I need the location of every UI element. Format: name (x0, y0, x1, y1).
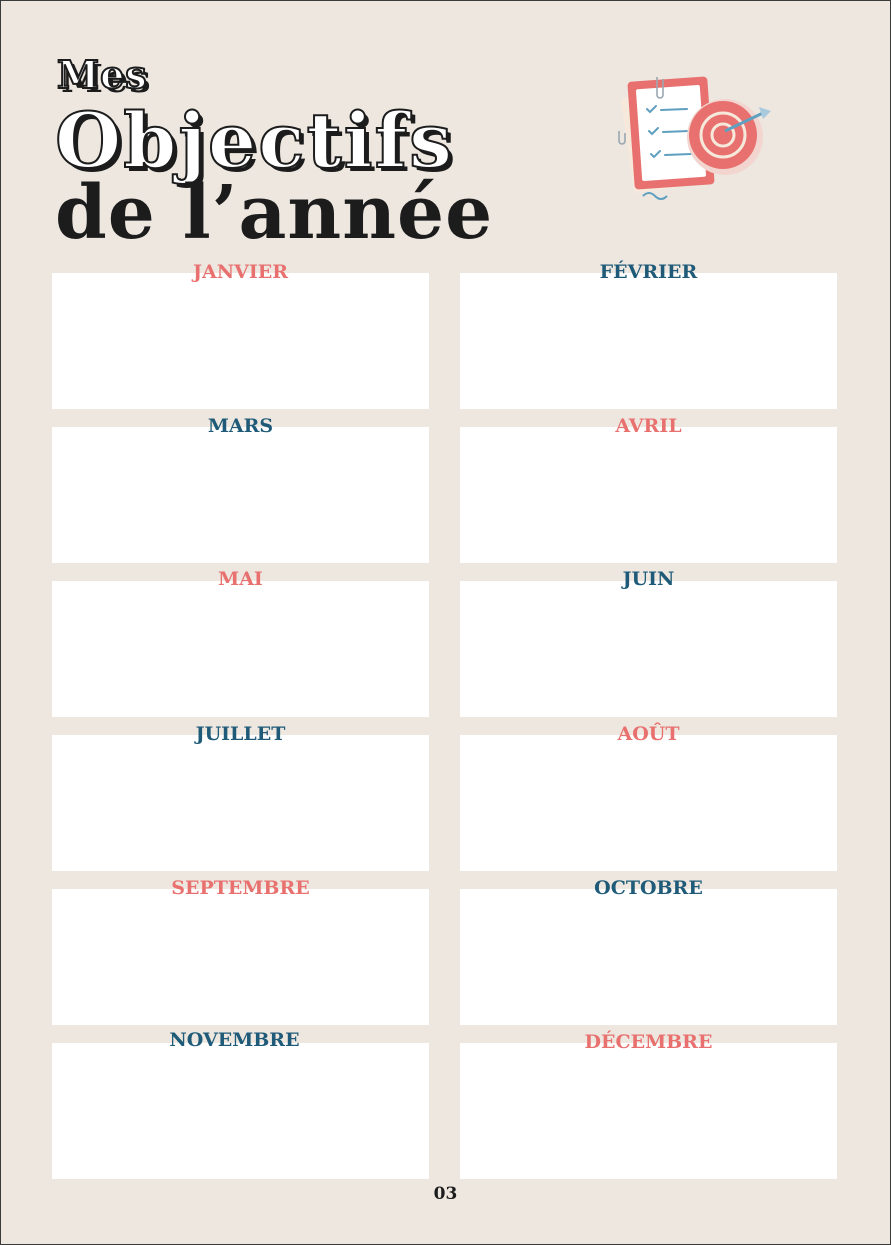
month-box-aout[interactable] (460, 735, 837, 871)
month-box-janvier[interactable] (52, 273, 429, 409)
month-box-juin[interactable] (460, 581, 837, 717)
month-box-avril[interactable] (460, 427, 837, 563)
month-label-avril: AVRIL (615, 415, 682, 437)
month-label-septembre: SEPTEMBRE (171, 877, 310, 899)
month-box-mars[interactable] (52, 427, 429, 563)
month-label-novembre: NOVEMBRE (169, 1029, 300, 1051)
title-line-annee: de l’année (55, 170, 494, 256)
month-label-janvier: JANVIER (193, 261, 288, 283)
title-line-objectifs: Objectifs (55, 96, 454, 185)
title-line-mes: Mes (57, 52, 148, 97)
month-box-septembre[interactable] (52, 889, 429, 1025)
month-label-mai: MAI (218, 568, 263, 590)
page-number: 03 (433, 1184, 458, 1204)
month-label-mars: MARS (207, 415, 274, 437)
month-box-fevrier[interactable] (460, 273, 837, 409)
month-label-fevrier: FÉVRIER (599, 261, 698, 283)
month-label-octobre: OCTOBRE (594, 877, 703, 899)
month-box-novembre[interactable] (52, 1043, 429, 1179)
month-box-mai[interactable] (52, 581, 429, 717)
checklist-target-icon (613, 71, 778, 211)
month-label-juin: JUIN (622, 568, 675, 590)
month-label-decembre: DÉCEMBRE (584, 1031, 713, 1053)
month-label-aout: AOÛT (617, 723, 680, 745)
month-label-juillet: JUILLET (195, 723, 286, 745)
month-box-decembre[interactable] (460, 1043, 837, 1179)
month-box-juillet[interactable] (52, 735, 429, 871)
month-box-octobre[interactable] (460, 889, 837, 1025)
